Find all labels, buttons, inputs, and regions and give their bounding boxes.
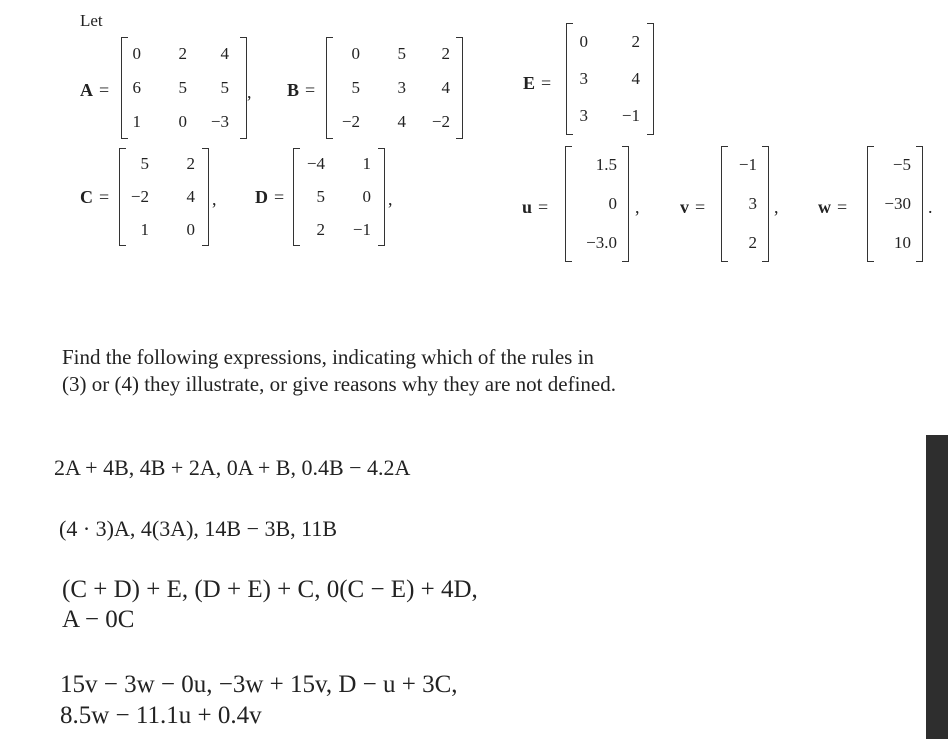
matrix-v-cell: 2 [748,232,757,252]
matrix-a-cell: −3 [210,112,229,131]
matrix-c-cell: 0 [186,219,195,239]
matrix-b-cell: −2 [341,112,360,131]
matrix-u-cell: 1.5 [595,155,617,175]
instructions-paragraph: Find the following expressions, indicating which of the rules in (3) or (4) they illustrate, or give reasons why they are not defined. [62,345,616,396]
matrix-u-cell: 0 [608,193,617,213]
matrix-a-cell: 5 [178,78,187,97]
comma-u: , [635,197,640,217]
expression-row-3a: (C + D) + E, (D + E) + C, 0(C − E) + 4D, [62,576,478,603]
label-u: u = [522,197,549,217]
matrix-d [293,148,385,246]
matrix-d-cell: 1 [362,154,371,174]
matrix-b-cell: 4 [441,78,450,97]
matrix-b-cell: 0 [351,44,360,63]
matrix-e-cell: −1 [621,106,640,126]
matrix-u-cell: −3.0 [586,232,617,252]
label-d: D = [255,187,285,207]
matrix-d-cell: −4 [306,154,325,174]
matrix-w-cell: −5 [892,155,911,175]
matrix-a [121,37,247,139]
matrix-e [566,23,654,135]
vector-v [721,146,769,262]
comma-c: , [212,189,217,209]
expression-row-4a: 15v − 3w − 0u, −3w + 15v, D − u + 3C, [60,671,458,698]
matrix-b-cell: 2 [441,44,450,63]
matrix-e-cell: 0 [579,31,588,51]
matrix-b-cell: −2 [431,112,450,131]
matrix-a-cell: 5 [220,78,229,97]
matrix-v-cell: 3 [748,193,757,213]
matrix-c-cell: 4 [186,186,195,206]
matrix-b-cell: 4 [397,112,406,131]
label-b: B = [287,80,316,100]
comma-d: , [388,189,393,209]
expression-row-3b: A − 0C [62,606,135,633]
matrix-c [119,148,209,246]
label-c: C = [80,187,110,207]
matrix-v-cell: −1 [738,155,757,175]
right-scroll-panel [926,435,948,739]
matrix-b-cell: 5 [351,78,360,97]
matrix-a-cell: 6 [132,78,141,97]
matrix-b-cell: 3 [397,78,406,97]
label-w: w = [818,197,848,217]
matrix-c-cell: −2 [130,186,149,206]
matrix-b-cell: 5 [397,44,406,63]
period-w: . [928,197,933,217]
matrix-e-cell: 2 [631,31,640,51]
matrix-d-cell: −1 [352,219,371,239]
matrix-d-cell: 5 [316,186,325,206]
label-v: v = [680,197,706,217]
expression-row-1: 2A + 4B, 4B + 2A, 0A + B, 0.4B − 4.2A [54,455,411,480]
matrix-d-cell: 0 [362,186,371,206]
matrix-w-cell: −30 [884,193,911,213]
matrix-a-cell: 1 [132,112,141,131]
label-e: E = [523,73,552,93]
matrix-a-cell: 0 [132,44,141,63]
expression-row-4b: 8.5w − 11.1u + 0.4v [60,702,262,729]
vector-w [867,146,923,262]
matrix-e-cell: 3 [579,68,588,88]
matrix-e-cell: 3 [579,106,588,126]
comma-a: , [247,82,252,102]
matrix-a-cell: 4 [220,44,229,63]
matrix-a-cell: 2 [178,44,187,63]
matrix-c-cell: 2 [186,154,195,174]
matrix-w-cell: 10 [894,232,911,252]
comma-v: , [774,197,779,217]
expression-row-2: (4 · 3)A, 4(3A), 14B − 3B, 11B [59,516,338,541]
matrix-a-cell: 0 [178,112,187,131]
intro-text: Let [80,11,103,30]
matrix-e-cell: 4 [631,68,640,88]
label-a: A = [80,80,110,100]
matrix-d-cell: 2 [316,219,325,239]
matrix-c-cell: 5 [140,154,149,174]
matrix-c-cell: 1 [140,219,149,239]
matrix-b [326,37,463,139]
vector-u [565,146,629,262]
